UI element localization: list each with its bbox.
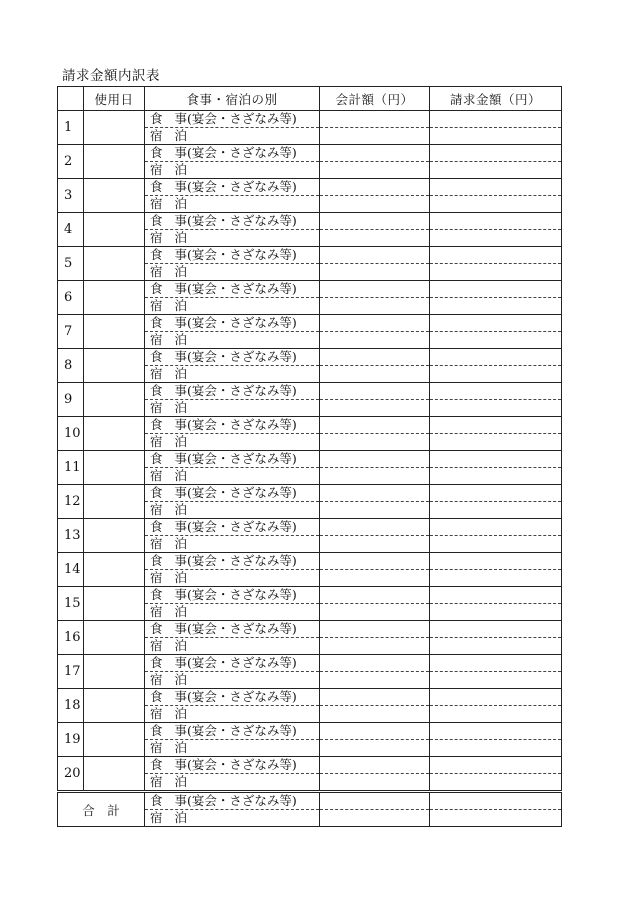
total-meal-row bbox=[58, 792, 562, 810]
meal-billing-cell[interactable] bbox=[430, 621, 562, 638]
stay-accounting-cell[interactable] bbox=[320, 400, 430, 417]
usage-date-cell[interactable] bbox=[84, 757, 145, 792]
meal-accounting-cell[interactable] bbox=[320, 145, 430, 162]
stay-accounting-cell[interactable] bbox=[320, 536, 430, 553]
stay-accounting-cell[interactable] bbox=[320, 638, 430, 655]
stay-accounting-cell[interactable] bbox=[320, 264, 430, 281]
row-number: 13 bbox=[58, 519, 84, 553]
stay-billing-cell[interactable] bbox=[430, 706, 562, 723]
meal-label: 食 事(宴会・さざなみ等) bbox=[145, 621, 320, 638]
header-billing: 請求金額（円） bbox=[430, 87, 562, 111]
entry-meal-row bbox=[58, 485, 562, 502]
stay-accounting-cell[interactable] bbox=[320, 332, 430, 349]
meal-label: 食 事(宴会・さざなみ等) bbox=[145, 145, 320, 162]
stay-billing-cell[interactable] bbox=[430, 230, 562, 247]
stay-billing-cell[interactable] bbox=[430, 570, 562, 587]
row-number: 3 bbox=[58, 179, 84, 213]
meal-accounting-cell[interactable] bbox=[320, 757, 430, 774]
total-stay-accounting-cell[interactable] bbox=[320, 810, 430, 827]
total-label: 合 計 bbox=[58, 792, 145, 827]
stay-label: 宿 泊 bbox=[145, 434, 320, 451]
entry-meal-row bbox=[58, 723, 562, 740]
meal-label: 食 事(宴会・さざなみ等) bbox=[145, 179, 320, 196]
usage-date-cell[interactable] bbox=[84, 621, 145, 655]
meal-accounting-cell[interactable] bbox=[320, 689, 430, 706]
meal-accounting-cell[interactable] bbox=[320, 179, 430, 196]
meal-billing-cell[interactable] bbox=[430, 451, 562, 468]
stay-accounting-cell[interactable] bbox=[320, 672, 430, 689]
meal-accounting-cell[interactable] bbox=[320, 723, 430, 740]
meal-billing-cell[interactable] bbox=[430, 485, 562, 502]
stay-label: 宿 泊 bbox=[145, 162, 320, 179]
stay-label: 宿 泊 bbox=[145, 536, 320, 553]
row-number: 18 bbox=[58, 689, 84, 723]
stay-label: 宿 泊 bbox=[145, 468, 320, 485]
stay-accounting-cell[interactable] bbox=[320, 706, 430, 723]
header-number bbox=[58, 87, 84, 111]
meal-billing-cell[interactable] bbox=[430, 417, 562, 434]
meal-label: 食 事(宴会・さざなみ等) bbox=[145, 111, 320, 128]
stay-accounting-cell[interactable] bbox=[320, 230, 430, 247]
entry-meal-row bbox=[58, 315, 562, 332]
row-number: 17 bbox=[58, 655, 84, 689]
meal-accounting-cell[interactable] bbox=[320, 315, 430, 332]
meal-billing-cell[interactable] bbox=[430, 315, 562, 332]
stay-billing-cell[interactable] bbox=[430, 366, 562, 383]
header-kind: 食事・宿泊の別 bbox=[145, 87, 320, 111]
usage-date-cell[interactable] bbox=[84, 553, 145, 587]
row-number: 7 bbox=[58, 315, 84, 349]
row-number: 11 bbox=[58, 451, 84, 485]
meal-billing-cell[interactable] bbox=[430, 723, 562, 740]
stay-accounting-cell[interactable] bbox=[320, 366, 430, 383]
meal-label: 食 事(宴会・さざなみ等) bbox=[145, 485, 320, 502]
entry-meal-row bbox=[58, 281, 562, 298]
stay-accounting-cell[interactable] bbox=[320, 298, 430, 315]
row-number: 16 bbox=[58, 621, 84, 655]
meal-accounting-cell[interactable] bbox=[320, 655, 430, 672]
meal-billing-cell[interactable] bbox=[430, 383, 562, 400]
row-number: 19 bbox=[58, 723, 84, 757]
total-meal-label: 食 事(宴会・さざなみ等) bbox=[145, 792, 320, 810]
meal-label: 食 事(宴会・さざなみ等) bbox=[145, 247, 320, 264]
meal-accounting-cell[interactable] bbox=[320, 451, 430, 468]
meal-billing-cell[interactable] bbox=[430, 111, 562, 128]
meal-billing-cell[interactable] bbox=[430, 553, 562, 570]
meal-billing-cell[interactable] bbox=[430, 281, 562, 298]
stay-label: 宿 泊 bbox=[145, 604, 320, 621]
usage-date-cell[interactable] bbox=[84, 145, 145, 179]
stay-accounting-cell[interactable] bbox=[320, 570, 430, 587]
row-number: 12 bbox=[58, 485, 84, 519]
stay-accounting-cell[interactable] bbox=[320, 740, 430, 757]
usage-date-cell[interactable] bbox=[84, 281, 145, 315]
stay-accounting-cell[interactable] bbox=[320, 162, 430, 179]
meal-billing-cell[interactable] bbox=[430, 213, 562, 230]
entry-meal-row bbox=[58, 553, 562, 570]
stay-billing-cell[interactable] bbox=[430, 468, 562, 485]
usage-date-cell[interactable] bbox=[84, 485, 145, 519]
meal-label: 食 事(宴会・さざなみ等) bbox=[145, 519, 320, 536]
stay-billing-cell[interactable] bbox=[430, 128, 562, 145]
meal-accounting-cell[interactable] bbox=[320, 111, 430, 128]
header-row bbox=[58, 87, 562, 111]
meal-label: 食 事(宴会・さざなみ等) bbox=[145, 451, 320, 468]
entry-meal-row bbox=[58, 519, 562, 536]
usage-date-cell[interactable] bbox=[84, 383, 145, 417]
stay-billing-cell[interactable] bbox=[430, 400, 562, 417]
page-title: 請求金額内訳表 bbox=[62, 68, 160, 84]
meal-label: 食 事(宴会・さざなみ等) bbox=[145, 689, 320, 706]
stay-label: 宿 泊 bbox=[145, 672, 320, 689]
stay-billing-cell[interactable] bbox=[430, 332, 562, 349]
row-number: 6 bbox=[58, 281, 84, 315]
meal-label: 食 事(宴会・さざなみ等) bbox=[145, 315, 320, 332]
total-meal-accounting-cell[interactable] bbox=[320, 792, 430, 810]
entry-meal-row bbox=[58, 417, 562, 434]
stay-billing-cell[interactable] bbox=[430, 264, 562, 281]
stay-label: 宿 泊 bbox=[145, 400, 320, 417]
entry-meal-row bbox=[58, 145, 562, 162]
meal-billing-cell[interactable] bbox=[430, 655, 562, 672]
meal-accounting-cell[interactable] bbox=[320, 587, 430, 604]
meal-accounting-cell[interactable] bbox=[320, 213, 430, 230]
row-number: 20 bbox=[58, 757, 84, 792]
row-number: 9 bbox=[58, 383, 84, 417]
meal-billing-cell[interactable] bbox=[430, 757, 562, 774]
entry-meal-row bbox=[58, 655, 562, 672]
meal-accounting-cell[interactable] bbox=[320, 247, 430, 264]
stay-billing-cell[interactable] bbox=[430, 638, 562, 655]
stay-label: 宿 泊 bbox=[145, 774, 320, 792]
stay-label: 宿 泊 bbox=[145, 638, 320, 655]
meal-billing-cell[interactable] bbox=[430, 689, 562, 706]
stay-accounting-cell[interactable] bbox=[320, 434, 430, 451]
usage-date-cell[interactable] bbox=[84, 417, 145, 451]
stay-billing-cell[interactable] bbox=[430, 196, 562, 213]
header-date: 使用日 bbox=[84, 87, 145, 111]
meal-label: 食 事(宴会・さざなみ等) bbox=[145, 655, 320, 672]
usage-date-cell[interactable] bbox=[84, 655, 145, 689]
stay-label: 宿 泊 bbox=[145, 740, 320, 757]
stay-billing-cell[interactable] bbox=[430, 434, 562, 451]
row-number: 5 bbox=[58, 247, 84, 281]
entry-meal-row bbox=[58, 349, 562, 366]
row-number: 2 bbox=[58, 145, 84, 179]
row-number: 10 bbox=[58, 417, 84, 451]
usage-date-cell[interactable] bbox=[84, 451, 145, 485]
stay-accounting-cell[interactable] bbox=[320, 196, 430, 213]
meal-label: 食 事(宴会・さざなみ等) bbox=[145, 417, 320, 434]
usage-date-cell[interactable] bbox=[84, 315, 145, 349]
stay-billing-cell[interactable] bbox=[430, 774, 562, 792]
breakdown-table bbox=[57, 86, 562, 827]
row-number: 8 bbox=[58, 349, 84, 383]
usage-date-cell[interactable] bbox=[84, 723, 145, 757]
meal-label: 食 事(宴会・さざなみ等) bbox=[145, 281, 320, 298]
meal-billing-cell[interactable] bbox=[430, 519, 562, 536]
meal-label: 食 事(宴会・さざなみ等) bbox=[145, 757, 320, 774]
row-number: 15 bbox=[58, 587, 84, 621]
meal-billing-cell[interactable] bbox=[430, 247, 562, 264]
stay-billing-cell[interactable] bbox=[430, 536, 562, 553]
stay-accounting-cell[interactable] bbox=[320, 128, 430, 145]
stay-label: 宿 泊 bbox=[145, 366, 320, 383]
stay-accounting-cell[interactable] bbox=[320, 604, 430, 621]
stay-label: 宿 泊 bbox=[145, 570, 320, 587]
stay-billing-cell[interactable] bbox=[430, 502, 562, 519]
stay-accounting-cell[interactable] bbox=[320, 774, 430, 792]
meal-label: 食 事(宴会・さざなみ等) bbox=[145, 383, 320, 400]
stay-label: 宿 泊 bbox=[145, 128, 320, 145]
entry-meal-row bbox=[58, 247, 562, 264]
row-number: 14 bbox=[58, 553, 84, 587]
usage-date-cell[interactable] bbox=[84, 689, 145, 723]
stay-accounting-cell[interactable] bbox=[320, 502, 430, 519]
meal-label: 食 事(宴会・さざなみ等) bbox=[145, 213, 320, 230]
stay-label: 宿 泊 bbox=[145, 502, 320, 519]
stay-accounting-cell[interactable] bbox=[320, 468, 430, 485]
usage-date-cell[interactable] bbox=[84, 111, 145, 145]
entry-meal-row bbox=[58, 179, 562, 196]
usage-date-cell[interactable] bbox=[84, 349, 145, 383]
row-number: 1 bbox=[58, 111, 84, 145]
usage-date-cell[interactable] bbox=[84, 213, 145, 247]
stay-billing-cell[interactable] bbox=[430, 298, 562, 315]
usage-date-cell[interactable] bbox=[84, 587, 145, 621]
entry-meal-row bbox=[58, 757, 562, 774]
usage-date-cell[interactable] bbox=[84, 179, 145, 213]
meal-accounting-cell[interactable] bbox=[320, 349, 430, 366]
meal-accounting-cell[interactable] bbox=[320, 417, 430, 434]
row-number: 4 bbox=[58, 213, 84, 247]
meal-accounting-cell[interactable] bbox=[320, 281, 430, 298]
total-meal-billing-cell[interactable] bbox=[430, 792, 562, 810]
meal-billing-cell[interactable] bbox=[430, 179, 562, 196]
meal-accounting-cell[interactable] bbox=[320, 519, 430, 536]
stay-billing-cell[interactable] bbox=[430, 604, 562, 621]
stay-billing-cell[interactable] bbox=[430, 740, 562, 757]
meal-label: 食 事(宴会・さざなみ等) bbox=[145, 723, 320, 740]
entry-meal-row bbox=[58, 621, 562, 638]
entry-meal-row bbox=[58, 587, 562, 604]
meal-billing-cell[interactable] bbox=[430, 587, 562, 604]
stay-label: 宿 泊 bbox=[145, 298, 320, 315]
meal-accounting-cell[interactable] bbox=[320, 553, 430, 570]
usage-date-cell[interactable] bbox=[84, 247, 145, 281]
usage-date-cell[interactable] bbox=[84, 519, 145, 553]
entry-meal-row bbox=[58, 451, 562, 468]
entry-meal-row bbox=[58, 383, 562, 400]
entry-meal-row bbox=[58, 689, 562, 706]
stay-label: 宿 泊 bbox=[145, 264, 320, 281]
stay-label: 宿 泊 bbox=[145, 196, 320, 213]
header-accounting: 会計額（円） bbox=[320, 87, 430, 111]
stay-billing-cell[interactable] bbox=[430, 162, 562, 179]
meal-billing-cell[interactable] bbox=[430, 349, 562, 366]
total-stay-billing-cell[interactable] bbox=[430, 810, 562, 827]
total-stay-label: 宿 泊 bbox=[145, 810, 320, 827]
stay-label: 宿 泊 bbox=[145, 706, 320, 723]
meal-accounting-cell[interactable] bbox=[320, 621, 430, 638]
stay-label: 宿 泊 bbox=[145, 332, 320, 349]
meal-label: 食 事(宴会・さざなみ等) bbox=[145, 349, 320, 366]
meal-accounting-cell[interactable] bbox=[320, 383, 430, 400]
stay-billing-cell[interactable] bbox=[430, 672, 562, 689]
meal-accounting-cell[interactable] bbox=[320, 485, 430, 502]
meal-label: 食 事(宴会・さざなみ等) bbox=[145, 553, 320, 570]
entry-meal-row bbox=[58, 111, 562, 128]
entry-meal-row bbox=[58, 213, 562, 230]
stay-label: 宿 泊 bbox=[145, 230, 320, 247]
meal-label: 食 事(宴会・さざなみ等) bbox=[145, 587, 320, 604]
meal-billing-cell[interactable] bbox=[430, 145, 562, 162]
